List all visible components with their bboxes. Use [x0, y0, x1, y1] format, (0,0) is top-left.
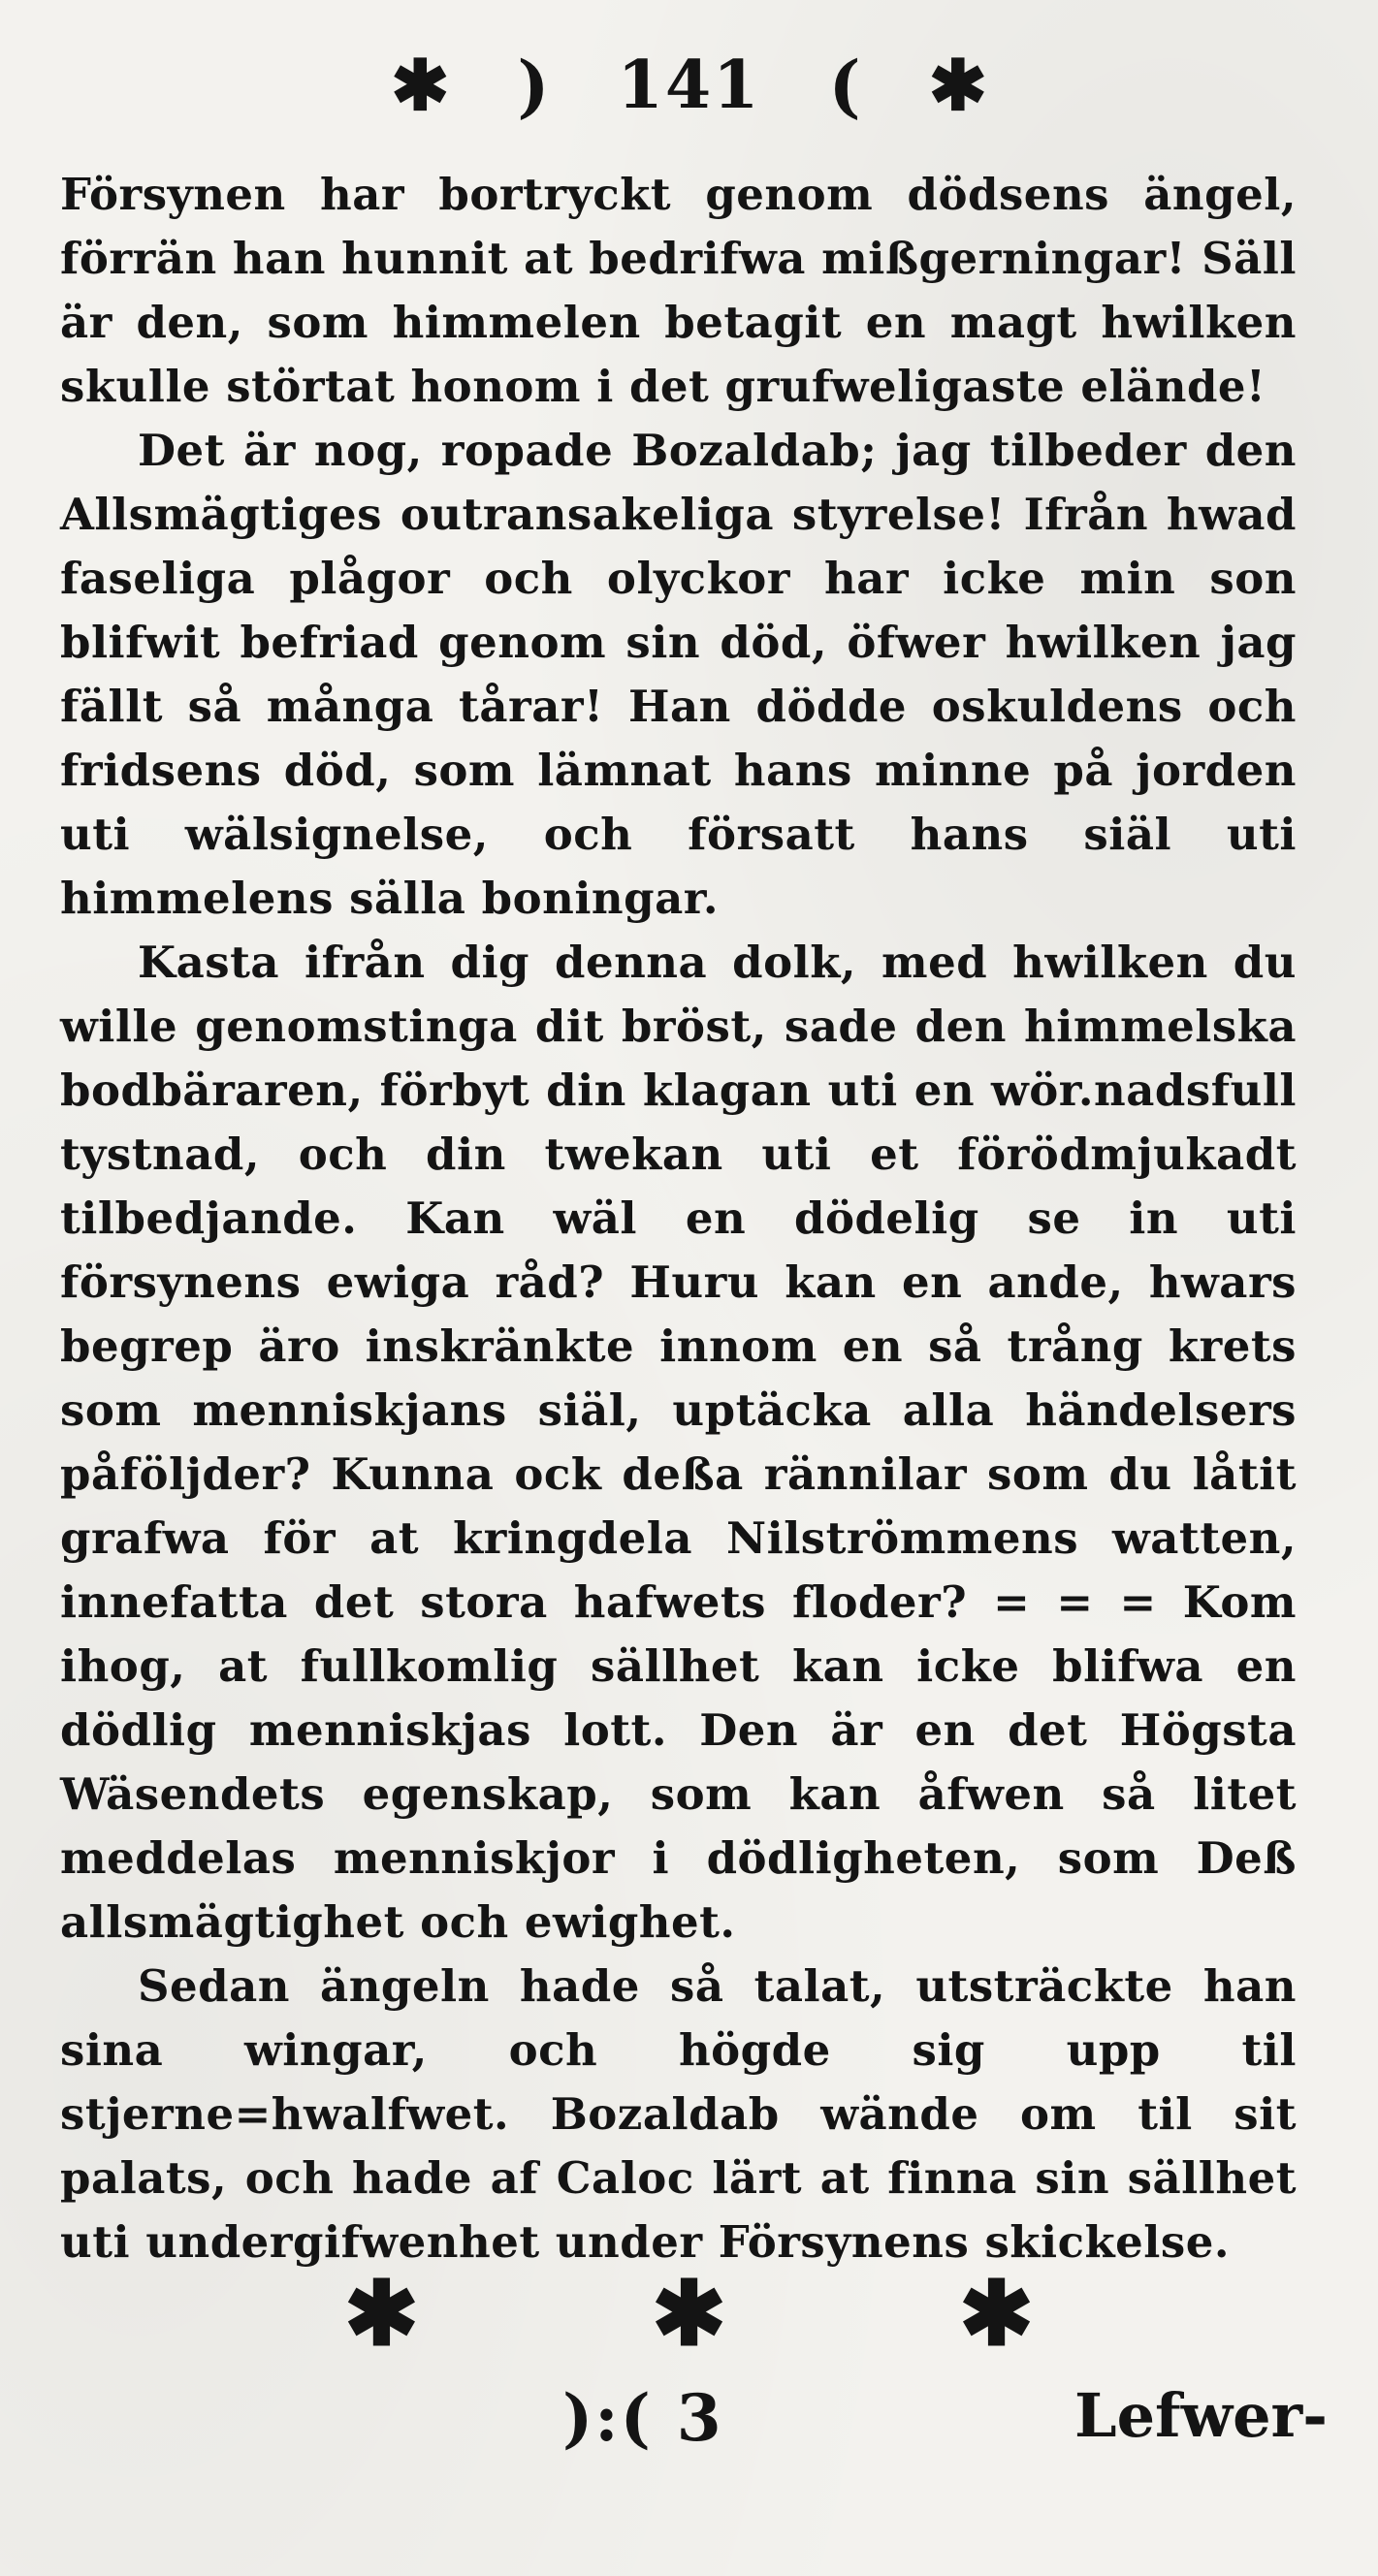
asterism-icon: ✱: [959, 2261, 1035, 2366]
paragraph-4: Sedan ängeln hade så talat, utsträckte han sina wingar, och högde sig upp til stjerne=hwalfwet. Bozaldab wände om til sit palats, och hade af Caloc lärt at finna sin sällhet uti undergifwenhet under Försynens skickelse.: [60, 1960, 1297, 2268]
left-paren: ): [517, 45, 550, 126]
asterism-icon: ✱: [651, 2261, 727, 2366]
catchword: Lefwer-: [1074, 2380, 1328, 2451]
page-header: [0, 27, 1378, 143]
left-ornament-icon: ✱: [391, 44, 450, 126]
right-ornament-icon: ✱: [928, 44, 987, 126]
paragraph-2: Det är nog, ropade Bozaldab; jag tilbeder den Allsmägtiges outransakeliga styrelse! Ifrån hwad faseliga plågor och olyckor har icke min son blifwit befriad genom sin död, öfwer hwilken jag fällt så många tårar! Han dödde oskuldens och fridsens död, som lämnat hans minne på jorden uti wälsignelse, och försatt hans siäl uti himmelens sälla boningar.: [60, 425, 1297, 924]
body-text: [60, 163, 1297, 2274]
signature-mark: ):( 3: [562, 2380, 723, 2456]
asterism-icon: ✱: [343, 2261, 419, 2366]
paragraph-3: Kasta ifrån dig denna dolk, med hwilken du wille genomstinga dit bröst, sade den himmelska bodbäraren, förbyt din klagan uti en wör.nadsfull tystnad, och din twekan uti et förödmjukadt tilbedjande. Kan wäl en dödelig se in uti försynens ewiga råd? Huru kan en ande, hwars begrep äro inskränkte innom en så trång krets som menniskjans siäl, uptäcka alla händelsers påföljder? Kunna ock deßa rännilar som du låtit grafwa för at kringdela Nilströmmens watten, innefatta det stora hafwets floder? = = = Kom ihog, at fullkomlig sällhet kan icke blifwa en dödlig menniskjas lott. Den är en det Högsta Wäsendets egenskap, som kan åfwen så litet meddelas menniskjor i dödligheten, som Deß allsmägtighet och ewighet.: [60, 937, 1297, 1948]
page-number: 141: [617, 47, 761, 124]
ornament-row: [0, 2261, 1378, 2375]
paragraph-1: Försynen har bortryckt genom dödsens ängel, förrän han hunnit at bedrifwa mißgerningar! Säll är den, som himmelen betagit en magt hwilken skulle störtat honom i det grufweligaste elände!: [60, 169, 1297, 412]
right-paren: (: [828, 45, 861, 126]
